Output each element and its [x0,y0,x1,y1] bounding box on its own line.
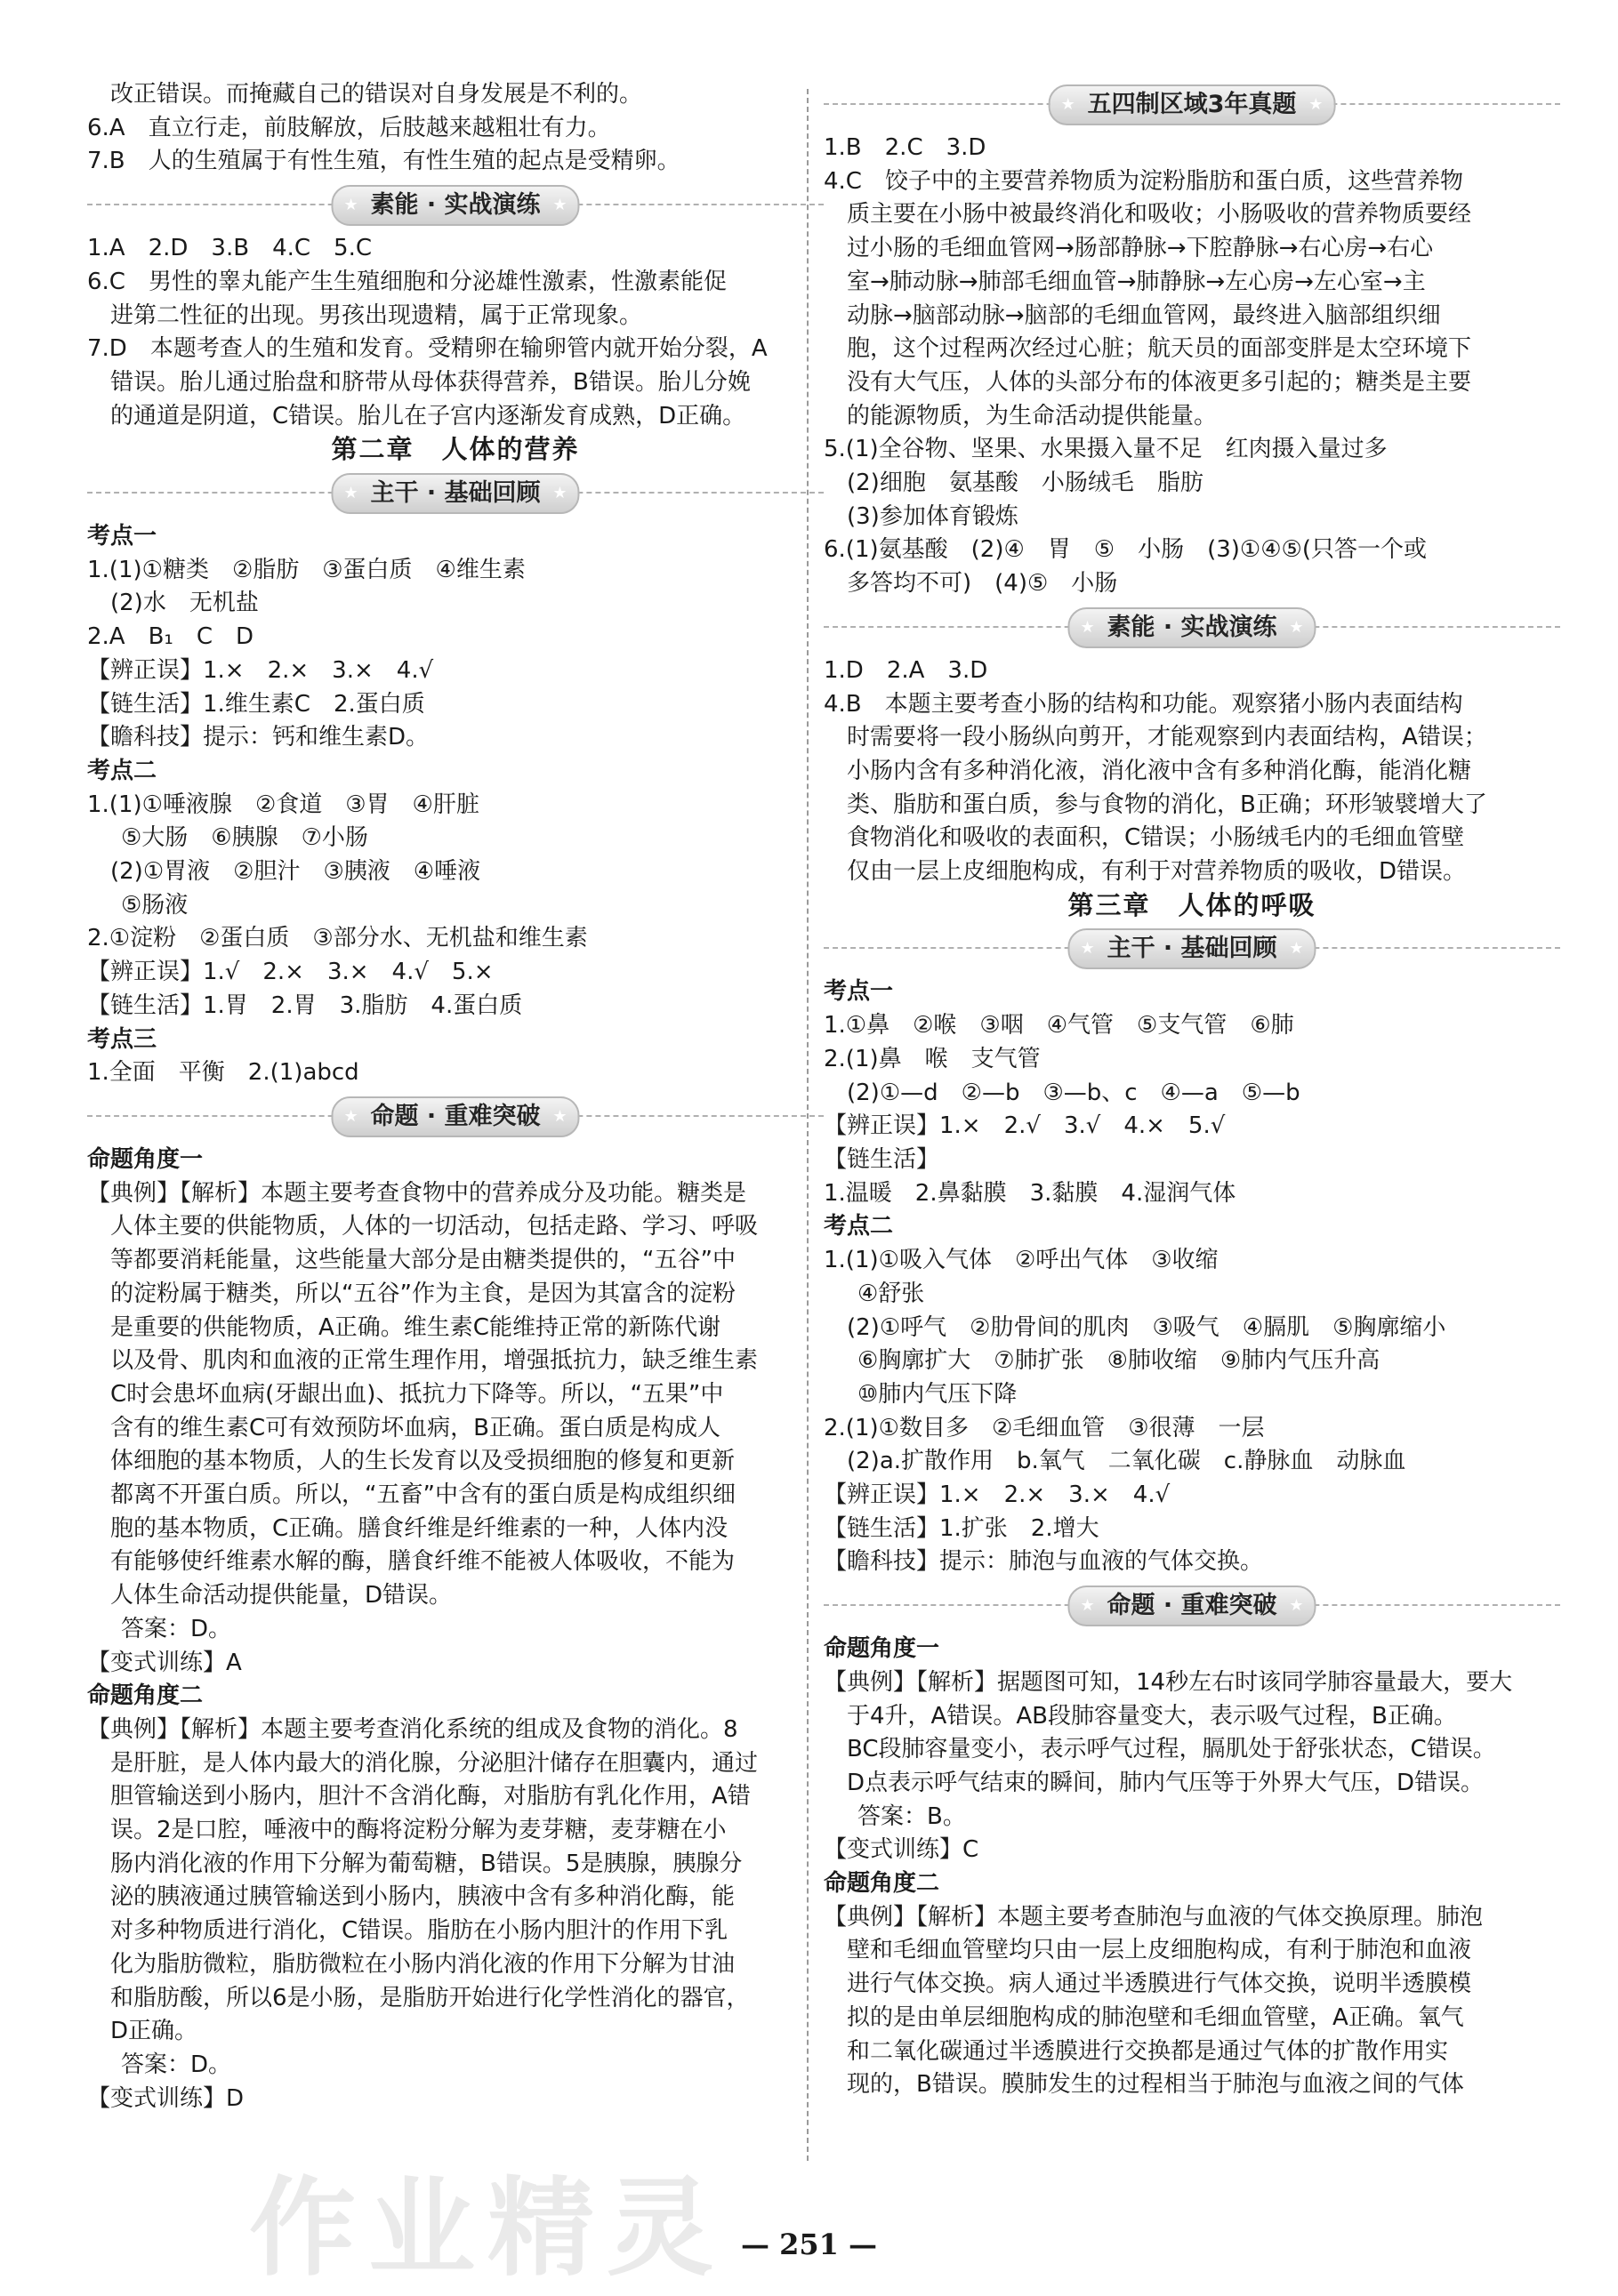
chapter-title: 第二章 人体的营养 [331,434,580,465]
text-line: 和二氧化碳通过半透膜进行交换都是通过气体的扩散作用实 [847,2037,1449,2065]
text-line: 等都要消耗能量，这些能量大部分是由糖类提供的，“五谷”中 [110,1247,736,1274]
text-line: 食物消化和吸收的表面积，C错误；小肠绒毛内的毛细血管壁 [847,824,1465,852]
right-column [824,78,1560,2102]
text-line: 4.B 本题主要考查小肠的结构和功能。观察猪小肠内表面结构 [824,690,1463,718]
text-line: 【辨正误】1.× 2.× 3.× 4.√ [824,1481,1171,1509]
star-icon: ★ [1080,617,1095,637]
section-heading: 命题角度二 [87,1682,204,1710]
text-line: 【变式训练】D [87,2084,245,2112]
banner-text: 主干 · 基础回顾 [370,479,541,508]
text-line: 进行气体交换。病人通过半透膜进行气体交换，说明半透膜模 [847,1971,1472,1998]
section-banner [824,926,1560,970]
banner-text: 命题 · 重难突破 [370,1102,541,1130]
text-line: 【瞻科技】提示：钙和维生素D。 [87,724,430,751]
text-line: 7.D 本题考查人的生殖和发育。受精卵在输卵管内就开始分裂，A [87,335,768,363]
section-banner [87,1094,824,1138]
banner-label [1049,84,1336,125]
text-line: 的淀粉属于糖类，所以“五谷”作为主食，是因为其富含的淀粉 [110,1280,736,1307]
text-line: 1.全面 平衡 2.(1)abcd [87,1059,359,1087]
text-line: 1.温暖 2.鼻黏膜 3.黏膜 4.湿润气体 [824,1179,1236,1207]
text-line: 4.C 饺子中的主要营养物质为淀粉脂肪和蛋白质，这些营养物 [824,167,1463,195]
text-line: 多答均不可) (4)⑤ 小肠 [847,570,1118,598]
text-line: 5.(1)全谷物、坚果、水果摄入量不足 红肉摄入量过多 [824,436,1388,463]
text-line: 1.D 2.A 3.D [824,656,988,684]
text-line: 的通道是阴道，C错误。胎儿在子宫内逐渐发育成熟，D正确。 [110,402,746,429]
text-line: 肠内消化液的作用下分解为葡萄糖，B错误。5是胰腺，胰腺分 [110,1850,743,1877]
text-line: 是重要的供能物质，A正确。维生素C能维持正常的新陈代谢 [110,1313,720,1341]
text-line: ⑤肠液 [121,891,189,919]
star-icon: ★ [552,484,568,503]
text-line: 化为脂肪微粒，脂肪微粒在小肠内消化液的作用下分解为甘油 [110,1950,736,1978]
text-line: 质主要在小肠中被最终消化和吸收；小肠吸收的营养物质要经 [847,201,1472,229]
text-line: 错误。胎儿通过胎盘和脐带从母体获得营养，B错误。胎儿分娩 [110,368,751,396]
text-line: 都离不开蛋白质。所以，“五畜”中含有的蛋白质是构成组织细 [110,1481,736,1509]
text-line: 胆管输送到小肠内，胆汁不含消化酶，对脂肪有乳化作用，A错 [110,1783,751,1810]
text-line: 【典例】【解析】本题主要考查肺泡与血液的气体交换原理。肺泡 [824,1903,1484,1931]
text-line: 【辨正误】1.√ 2.× 3.× 4.√ 5.× [87,959,494,986]
section-heading: 命题角度一 [87,1145,204,1173]
text-line: 【链生活】1.胃 2.胃 3.脂肪 4.蛋白质 [87,991,523,1019]
section-banner [87,182,824,227]
text-line: 6.A 直立行走，前肢解放，后肢越来越粗壮有力。 [87,114,611,141]
text-line: 小肠内含有多种消化液，消化液中含有多种消化酶，能消化糖 [847,757,1472,784]
text-line: (2)细胞 氨基酸 小肠绒毛 脂肪 [847,470,1203,497]
text-line: 于4升，A错误。AB段肺容量变大，表示吸气过程，B正确。 [847,1702,1457,1730]
section-banner [824,605,1560,649]
text-line: 【辨正误】1.× 2.× 3.× 4.√ [87,656,434,684]
text-line: 2.①淀粉 ②蛋白质 ③部分水、无机盐和维生素 [87,925,588,952]
star-icon: ★ [1289,617,1304,637]
text-line: 1.(1)①吸入气体 ②呼出气体 ③收缩 [824,1247,1219,1274]
section-heading: 命题角度一 [824,1635,940,1663]
text-line: 动脉→脑部动脉→脑部的毛细血管网，最终进入脑部组织细 [847,301,1441,329]
text-line: 对多种物质进行消化，C错误。脂肪在小肠内胆汁的作用下乳 [110,1917,729,1945]
text-line: 1.B 2.C 3.D [824,134,986,161]
page-number: — 251 — [740,2228,878,2261]
text-line: 2.A B₁ C D [87,623,254,651]
text-line: 壁和毛细血管壁均只由一层上皮细胞构成，有利于肺泡和血液 [847,1937,1472,1964]
text-line: 进第二性征的出现。男孩出现遗精，属于正常现象。 [110,301,643,329]
banner-label [1067,607,1316,648]
section-banner [824,82,1560,126]
text-line: C时会患坏血病(牙龈出血)、抵抗力下降等。所以，“五果”中 [110,1380,724,1408]
text-line: 【变式训练】A [87,1649,242,1676]
text-line: 胞的基本物质，C正确。膳食纤维是纤维素的一种，人体内没 [110,1514,729,1542]
text-line: 2.(1)鼻 喉 支气管 [824,1045,1041,1072]
text-line: 和脂肪酸，所以6是小肠，是脂肪开始进行化学性消化的器官， [110,1984,750,2011]
text-line: 的能源物质，为生命活动提供能量。 [847,402,1218,429]
text-line: ⑥胸廓扩大 ⑦肺扩张 ⑧肺收缩 ⑨肺内气压升高 [857,1347,1381,1375]
text-line: 含有的维生素C可有效预防坏血病，B正确。蛋白质是构成人 [110,1414,720,1441]
watermark: 作业精灵 [249,2167,726,2291]
text-line: 人体生命活动提供能量，D错误。 [110,1582,453,1610]
star-icon: ★ [343,196,358,215]
text-line: ④舒张 [857,1280,925,1307]
star-icon: ★ [343,484,358,503]
text-line: (2)①—d ②—b ③—b、c ④—a ⑤—b [847,1079,1300,1106]
star-icon: ★ [1060,95,1075,114]
section-heading: 考点一 [87,523,157,550]
section-banner [87,470,824,515]
text-line: 拟的是由单层细胞构成的肺泡壁和毛细血管壁，A正确。氧气 [847,2003,1464,2031]
text-line: 【辨正误】1.× 2.√ 3.√ 4.× 5.√ [824,1112,1226,1140]
text-line: (2)水 无机盐 [110,590,259,617]
text-line: 人体主要的供能物质，人体的一切活动，包括走路、学习、呼吸 [110,1213,759,1240]
banner-text: 素能 · 实战演练 [370,191,541,220]
section-heading: 考点三 [87,1025,157,1053]
text-line: 改正错误。而掩藏自己的错误对自身发展是不利的。 [110,81,643,108]
section-heading: 考点二 [87,757,157,784]
text-line: 【典例】【解析】本题主要考查消化系统的组成及食物的消化。8 [87,1715,738,1743]
section-banner [824,1583,1560,1627]
text-line: 没有大气压，人体的头部分布的体液更多引起的；糖类是主要 [847,368,1472,396]
text-line: 7.B 人的生殖属于有性生殖，有性生殖的起点是受精卵。 [87,148,680,175]
banner-text: 五四制区域3年真题 [1087,91,1297,118]
text-line: 过小肠的毛细血管网→肠部静脉→下腔静脉→右心房→右心 [847,235,1434,262]
star-icon: ★ [552,1106,568,1126]
banner-text: 主干 · 基础回顾 [1107,935,1277,963]
banner-label [331,1096,579,1137]
text-line: D点表示呼气结束的瞬间，肺内气压等于外界大气压，D错误。 [847,1769,1485,1796]
section-heading: 考点二 [824,1213,894,1240]
star-icon: ★ [1308,95,1324,114]
section-heading: 命题角度二 [824,1870,940,1898]
text-line: 有能够使纤维素水解的酶，膳食纤维不能被人体吸收，不能为 [110,1548,736,1576]
text-line: 【典例】【解析】据题图可知，14秒左右时该同学肺容量最大，要大 [824,1668,1513,1696]
text-line: 误。2是口腔，唾液中的酶将淀粉分解为麦芽糖，麦芽糖在小 [110,1817,727,1844]
text-line: D正确。 [110,2018,198,2045]
text-line: 【变式训练】C [824,1836,979,1864]
text-line: 泌的胰液通过胰管输送到小肠内，胰液中含有多种消化酶，能 [110,1883,736,1911]
text-line: 答案：D。 [121,2051,232,2078]
banner-text: 命题 · 重难突破 [1107,1592,1277,1620]
text-line: 6.(1)氨基酸 (2)④ 胃 ⑤ 小肠 (3)①④⑤(只答一个或 [824,536,1427,564]
star-icon: ★ [552,196,568,215]
text-line: (2)①呼气 ②肋骨间的肌肉 ③吸气 ④膈肌 ⑤胸廓缩小 [847,1313,1446,1341]
text-line: 胞，这个过程两次经过心脏；航天员的面部变胖是太空环境下 [847,335,1472,363]
text-line: 【瞻科技】提示：肺泡与血液的气体交换。 [824,1548,1264,1576]
star-icon: ★ [1080,1596,1095,1616]
text-line: 类、脂肪和蛋白质，参与食物的消化，B正确；环形皱襞增大了 [847,791,1487,818]
text-line: 1.A 2.D 3.B 4.C 5.C [87,235,372,262]
left-column [87,78,824,2115]
text-line: 【典例】【解析】本题主要考查食物中的营养成分及功能。糖类是 [87,1179,747,1207]
text-line: 体细胞的基本物质，人的生长发育以及受损细胞的修复和更新 [110,1448,736,1475]
banner-label [331,473,579,514]
banner-label [331,185,579,226]
text-line: 仅由一层上皮细胞构成，有利于对营养物质的吸收，D错误。 [847,858,1467,886]
text-line: BC段肺容量变小，表示呼气过程，膈肌处于舒张状态，C错误。 [847,1736,1496,1763]
text-line: 室→肺动脉→肺部毛细血管→肺静脉→左心房→左心室→主 [847,268,1426,295]
text-line: 答案：D。 [121,1615,232,1642]
text-line: 【链生活】 [824,1145,940,1173]
star-icon: ★ [1080,939,1095,959]
chapter-title: 第三章 人体的呼吸 [1067,889,1316,920]
text-line: (3)参加体育锻炼 [847,502,1018,530]
text-line: 现的，B错误。膜肺发生的过程相当于肺泡与血液之间的气体 [847,2071,1464,2099]
text-line: 以及骨、肌肉和血液的正常生理作用，增强抵抗力，缺乏维生素 [110,1347,759,1375]
section-heading: 考点一 [824,978,894,1006]
star-icon: ★ [343,1106,358,1126]
text-line: 【链生活】1.维生素C 2.蛋白质 [87,690,425,718]
text-line: (2)①胃液 ②胆汁 ③胰液 ④唾液 [110,858,481,886]
banner-text: 素能 · 实战演练 [1107,613,1277,641]
text-line: (2)a.扩散作用 b.氧气 二氧化碳 c.静脉血 动脉血 [847,1448,1406,1475]
star-icon: ★ [1289,1596,1304,1616]
banner-label [1067,1586,1316,1626]
column-divider [807,89,809,2161]
text-line: 答案：B。 [857,1802,966,1830]
text-line: 6.C 男性的睾丸能产生生殖细胞和分泌雄性激素，性激素能促 [87,268,727,295]
star-icon: ★ [1289,939,1304,959]
banner-label [1067,928,1316,969]
text-line: 1.(1)①糖类 ②脂肪 ③蛋白质 ④维生素 [87,556,526,583]
text-line: 时需要将一段小肠纵向剪开，才能观察到内表面结构，A错误； [847,724,1487,751]
text-line: 1.①鼻 ②喉 ③咽 ④气管 ⑤支气管 ⑥肺 [824,1012,1294,1040]
text-line: 【链生活】1.扩张 2.增大 [824,1514,1099,1542]
text-line: ⑤大肠 ⑥胰腺 ⑦小肠 [121,824,368,852]
text-line: ⑩肺内气压下降 [857,1380,1018,1408]
text-line: 1.(1)①唾液腺 ②食道 ③胃 ④肝脏 [87,791,479,818]
text-line: 2.(1)①数目多 ②毛细血管 ③很薄 一层 [824,1414,1265,1441]
text-line: 是肝脏，是人体内最大的消化腺，分泌胆汁储存在胆囊内，通过 [110,1749,759,1777]
